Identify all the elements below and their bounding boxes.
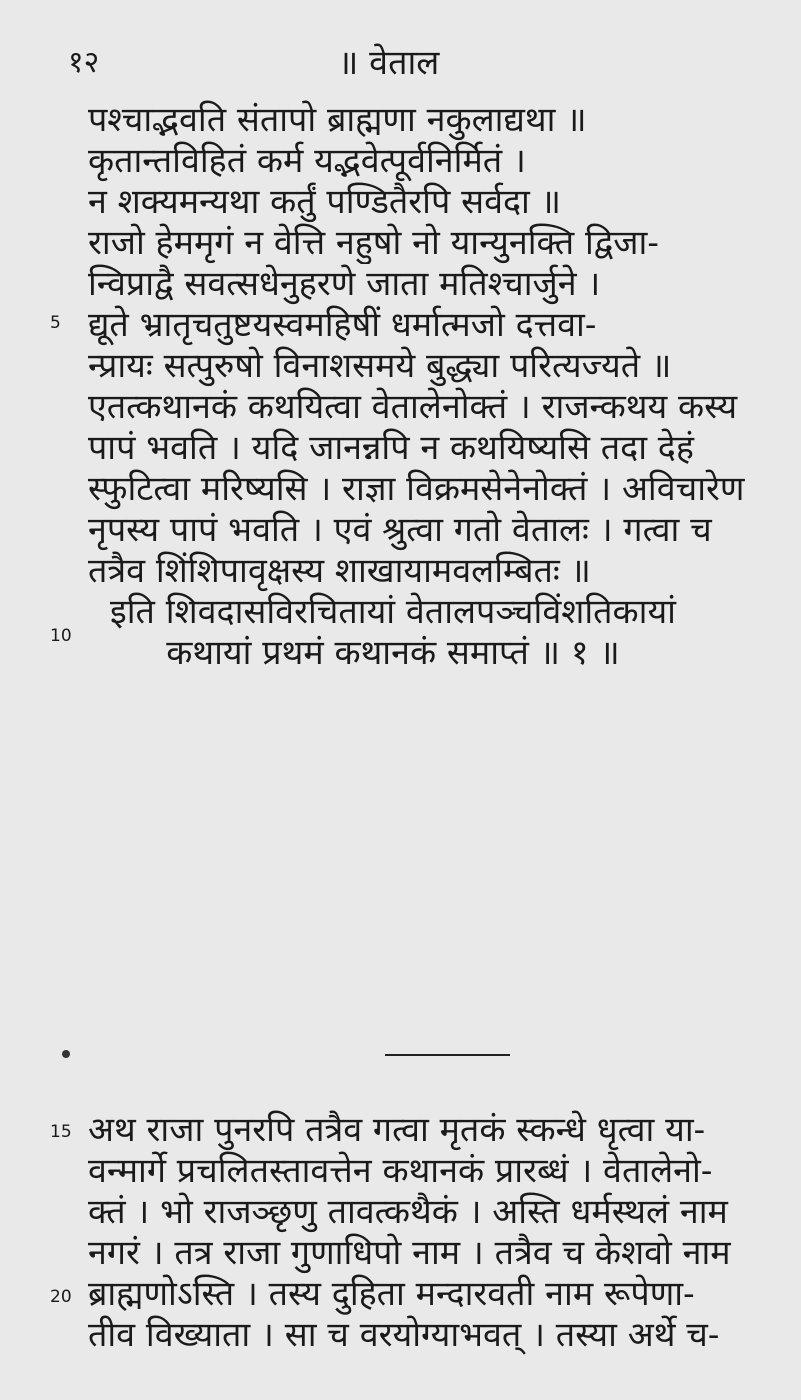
text-line: ब्राह्मणोऽस्ति । तस्य दुहिता मन्दारवती नाम रूपेणा- xyxy=(88,1274,695,1314)
text-line: तत्रैव शिंशिपावृक्षस्य शाखायामवलम्बितः ॥ xyxy=(88,551,591,591)
text-line: कृतान्तविहितं कर्म यद्भवेत्पूर्वनिर्मितं । xyxy=(88,141,526,181)
line-number-5: 5 xyxy=(50,313,61,333)
text-line: पापं भवति । यदि जानन्नपि न कथयिष्यसि तदा देहं xyxy=(88,428,694,468)
running-head: ॥ वेताल xyxy=(338,43,440,83)
margin-dot xyxy=(62,1050,70,1058)
colophon-line: इति शिवदासविरचितायां वेतालपञ्चविंशतिकायां xyxy=(110,592,676,632)
text-line: वन्मार्गे प्रचलितस्तावत्तेन कथानकं प्रारब्धं । वेतालेनो- xyxy=(88,1151,713,1191)
text-line: अथ राजा पुनरपि तत्रैव गत्वा मृतकं स्कन्धे धृत्वा या- xyxy=(88,1110,706,1150)
text-line: न शक्यमन्यथा कर्तुं पण्डितैरपि सर्वदा ॥ xyxy=(88,182,562,222)
section-divider xyxy=(385,1054,510,1056)
text-line: राजो हेममृगं न वेत्ति नहुषो नो यान्युनक्ति द्विजा- xyxy=(88,223,659,263)
text-line: द्यूते भ्रातृचतुष्टयस्वमहिषीं धर्मात्मजो दत्तवा- xyxy=(88,305,597,345)
line-number-20: 20 xyxy=(50,1287,72,1307)
page-number: १२ xyxy=(68,45,100,80)
text-line: पश्चाद्भवति संतापो ब्राह्मणा नकुलाद्यथा ॥ xyxy=(88,100,587,140)
text-line: नृपस्य पापं भवति । एवं श्रुत्वा गतो वेतालः । गत्वा च xyxy=(88,510,712,550)
page-header xyxy=(0,36,801,86)
text-line: क्तं । भो राजञ्छृणु तावत्कथैकं । अस्ति धर्मस्थलं नाम xyxy=(88,1192,728,1232)
text-line: न्विप्राद्वै सवत्सधेनुहरणे जाता मतिश्चार्जुने । xyxy=(88,264,601,304)
text-line: नगरं । तत्र राजा गुणाधिपो नाम । तत्रैव च केशवो नाम xyxy=(88,1233,731,1273)
line-number-10: 10 xyxy=(50,626,72,646)
text-line: तीव विख्याता । सा च वरयोग्याभवत् । तस्या अर्थे च- xyxy=(88,1315,720,1355)
text-line: एतत्कथानकं कथयित्वा वेतालेनोक्तं । राजन्कथय कस्य xyxy=(88,387,738,427)
line-number-15: 15 xyxy=(50,1122,72,1142)
verse-and-prose-block xyxy=(88,100,758,674)
next-story-block xyxy=(88,1110,758,1356)
text-line: स्फुटित्वा मरिष्यसि । राज्ञा विक्रमसेनेनोक्तं । अविचारेण xyxy=(88,469,745,509)
text-line: न्प्रायः सत्पुरुषो विनाशसमये बुद्ध्या परित्यज्यते ॥ xyxy=(88,346,672,386)
colophon-line: कथायां प्रथमं कथानकं समाप्तं ॥ १ ॥ xyxy=(166,633,620,673)
